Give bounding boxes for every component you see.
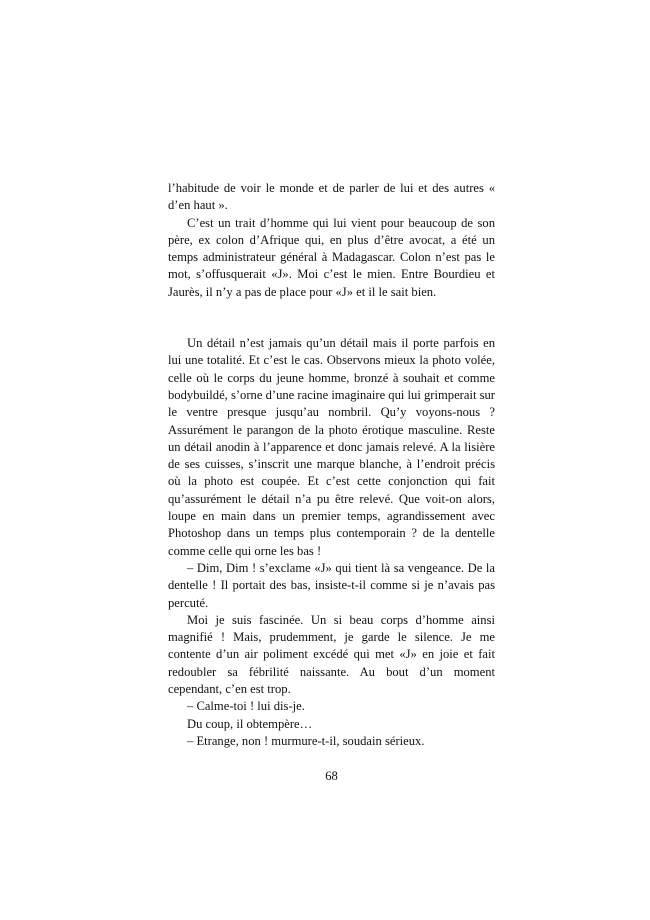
paragraph: – Etrange, non ! murmure-t-il, soudain sérieux. [187, 733, 425, 748]
paragraph: l’habitude de voir le monde et de parler de lui et des autres « d’en haut ». [168, 181, 495, 213]
text-section-1 [168, 180, 495, 301]
paragraph: Un détail n’est jamais qu’un détail mais il porte parfois en lui une totalité. Et c’est le cas. Observons mieux la photo volée, celle où le corps du jeune homme, bronzé à souhait et comme bodybuildé, s’orne d’une racine imaginaire qui lui grimperait sur le ventre presque jusqu’au nombril. Qu’y voyons-nous ? Assurément le parangon de la photo érotique masculine. Reste un détail anodin à l’apparence et donc jamais relevé. A la lisière de ses cuisses, s’inscrit une marque blanche, à l’endroit précis où la photo est coupée. Et c’est cette conjonction qui fait qu’assurément le détail n’a pu être relevé. Que voit-on alors, loupe en main dans un premier temps, agrandissement avec Photoshop dans un temps plus contemporain ? de la dentelle comme celle qui orne les bas ! [168, 336, 495, 558]
paragraph: Moi je suis fascinée. Un si beau corps d’homme ainsi magnifié ! Mais, prudemment, je garde le silence. Je me contente d’un air poliment excédé qui met «J» en joie et fait redoubler sa fébrilité naissante. Au bout d’un moment cependant, c’en est trop. [168, 612, 495, 697]
paragraph: – Dim, Dim ! s’exclame «J» qui tient là sa vengeance. De la dentelle ! Il portait des bas, insiste-t-il comme si je n’avais pas percuté. [168, 560, 495, 610]
paragraph: Du coup, il obtempère… [187, 716, 313, 731]
page-number: 68 [325, 769, 338, 783]
text-section-2 [168, 335, 495, 750]
paragraph: – Calme-toi ! lui dis-je. [187, 699, 305, 714]
section-break [168, 301, 495, 335]
paragraph: C’est un trait d’homme qui lui vient pour beaucoup de son père, ex colon d’Afrique qui, en plus d’être avocat, a été un temps administrateur général à Madagascar. Colon n’est pas le mot, s’offusquerait «J». Moi c’est le mien. Entre Bourdieu et Jaurès, il n’y a pas de place pour «J» et il le sait bien. [168, 215, 495, 299]
page-body [168, 180, 495, 750]
